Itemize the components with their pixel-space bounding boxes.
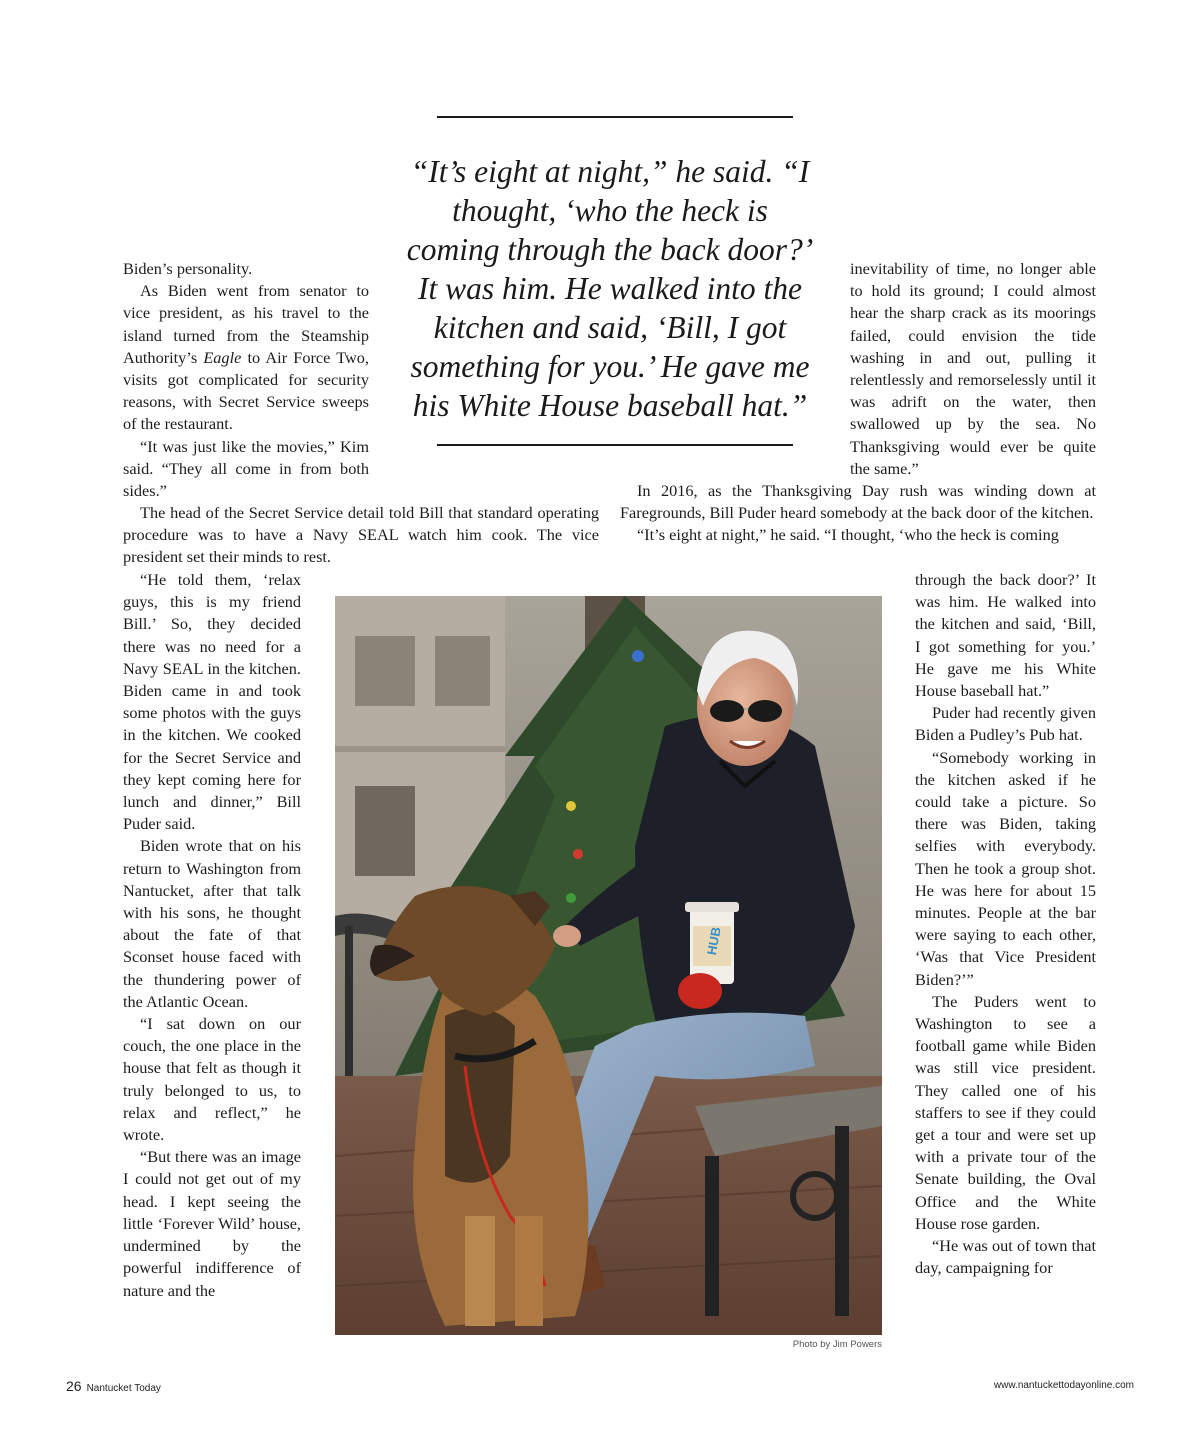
paragraph: “It was just like the movies,” Kim said. “They all come in from both sides.” (123, 436, 369, 501)
cup-label: HUB (703, 925, 724, 957)
paragraph: As Biden went from senator to vice president, as his travel to the island turned from the Steamship Authority’s Eagle to Air Force Two, visits got complicated for security reasons, with Secret Service sweeps of the restaurant. (123, 281, 369, 434)
paragraph: Biden’s personality. (123, 259, 253, 278)
paragraph: through the back door?’ It was him. He walked into the kitchen and said, ‘Bill, I got something for you.’ He gave me his White House baseball hat.” (915, 570, 1096, 701)
paragraph: Puder had recently given Biden a Pudley’s Pub hat. (915, 703, 1096, 745)
paragraph: “It’s eight at night,” he said. “I thought, ‘who the heck is coming (637, 525, 1059, 545)
paragraph: “He was out of town that day, campaigning for (915, 1236, 1096, 1278)
publication-name: Nantucket Today (86, 1383, 161, 1394)
column-left-top (123, 258, 369, 502)
footer-left (66, 1378, 161, 1394)
paragraph: “I sat down on our couch, the one place in the house that felt as though it truly belonged to us, to relax and reflect,” he wrote. (123, 1014, 301, 1145)
paragraph: The Puders went to Washington to see a football game while Biden was still vice president. They called one of his staffers to see if they could get a tour and were set up with a private tour of the Senate building, the Oval Office and the White House rose garden. (915, 991, 1096, 1233)
pull-quote-bottom-rule (437, 444, 793, 446)
footer-url[interactable]: www.nantuckettodayonline.com (993, 1380, 1134, 1391)
page-number: 26 (66, 1378, 82, 1394)
biden-dog-photo (335, 596, 882, 1335)
pull-quote: “It’s eight at night,” he said. “I thought, ‘who the heck is coming through the back door?’ It was him. He walked into the kitchen and said, ‘Bill, I got something for you.’ He gave me his White House baseball hat.” (406, 154, 814, 423)
pull-quote-top-rule (437, 116, 793, 118)
paragraph: “But there was an image I could not get out of my head. I kept seeing the little ‘Forever Wild’ house, undermined by the powerful indifference of nature and the (123, 1147, 301, 1300)
paragraph: In 2016, as the Thanksgiving Day rush was winding down at Faregrounds, Bill Puder heard somebody at the back door of the kitchen. (620, 481, 1096, 523)
paragraph: “Somebody working in the kitchen asked if he could take a picture. So there was Biden, taking selfies with everybody. Then he took a group shot. He was here for about 15 minutes. People at the bar were saying to each other, ‘Was that Vice President Biden?’” (915, 747, 1096, 989)
paragraph: “He told them, ‘relax guys, this is my friend Bill.’ So, they decided there was no need for a Navy SEAL in the kitchen. Biden came in and took some photos with the guys in the kitchen. We cooked for the Secret Service and they kept coming here for lunch and dinner,” Bill Puder said. (123, 570, 301, 834)
column-wide-right (620, 480, 1096, 547)
paragraph: inevitability of time, no longer able to hold its ground; I could almost hear the sharp crack as its moorings failed, could envision the tide washing in and out, pulling it relentlessly and remorselessly until it was adrift on the water, then swallowed up by the sea. No Thanksgiving would ever be quite the same.” (850, 259, 1096, 478)
column-wide-left (123, 502, 599, 569)
column-left-bottom (123, 569, 301, 1302)
paragraph: The head of the Secret Service detail told Bill that standard operating procedure was to have a Navy SEAL watch him cook. The vice president set their minds to rest. (123, 503, 599, 567)
italic-ship-name: Eagle (203, 347, 242, 367)
column-right-bottom (915, 569, 1096, 1280)
paragraph: Biden wrote that on his return to Washington from Nantucket, after that talk with his sons, he thought about the fate of that Sconset house faced with the thundering power of the Atlantic Ocean. (123, 836, 301, 1011)
photo-credit: Photo by Jim Powers (792, 1339, 882, 1350)
column-right-top (850, 258, 1096, 480)
